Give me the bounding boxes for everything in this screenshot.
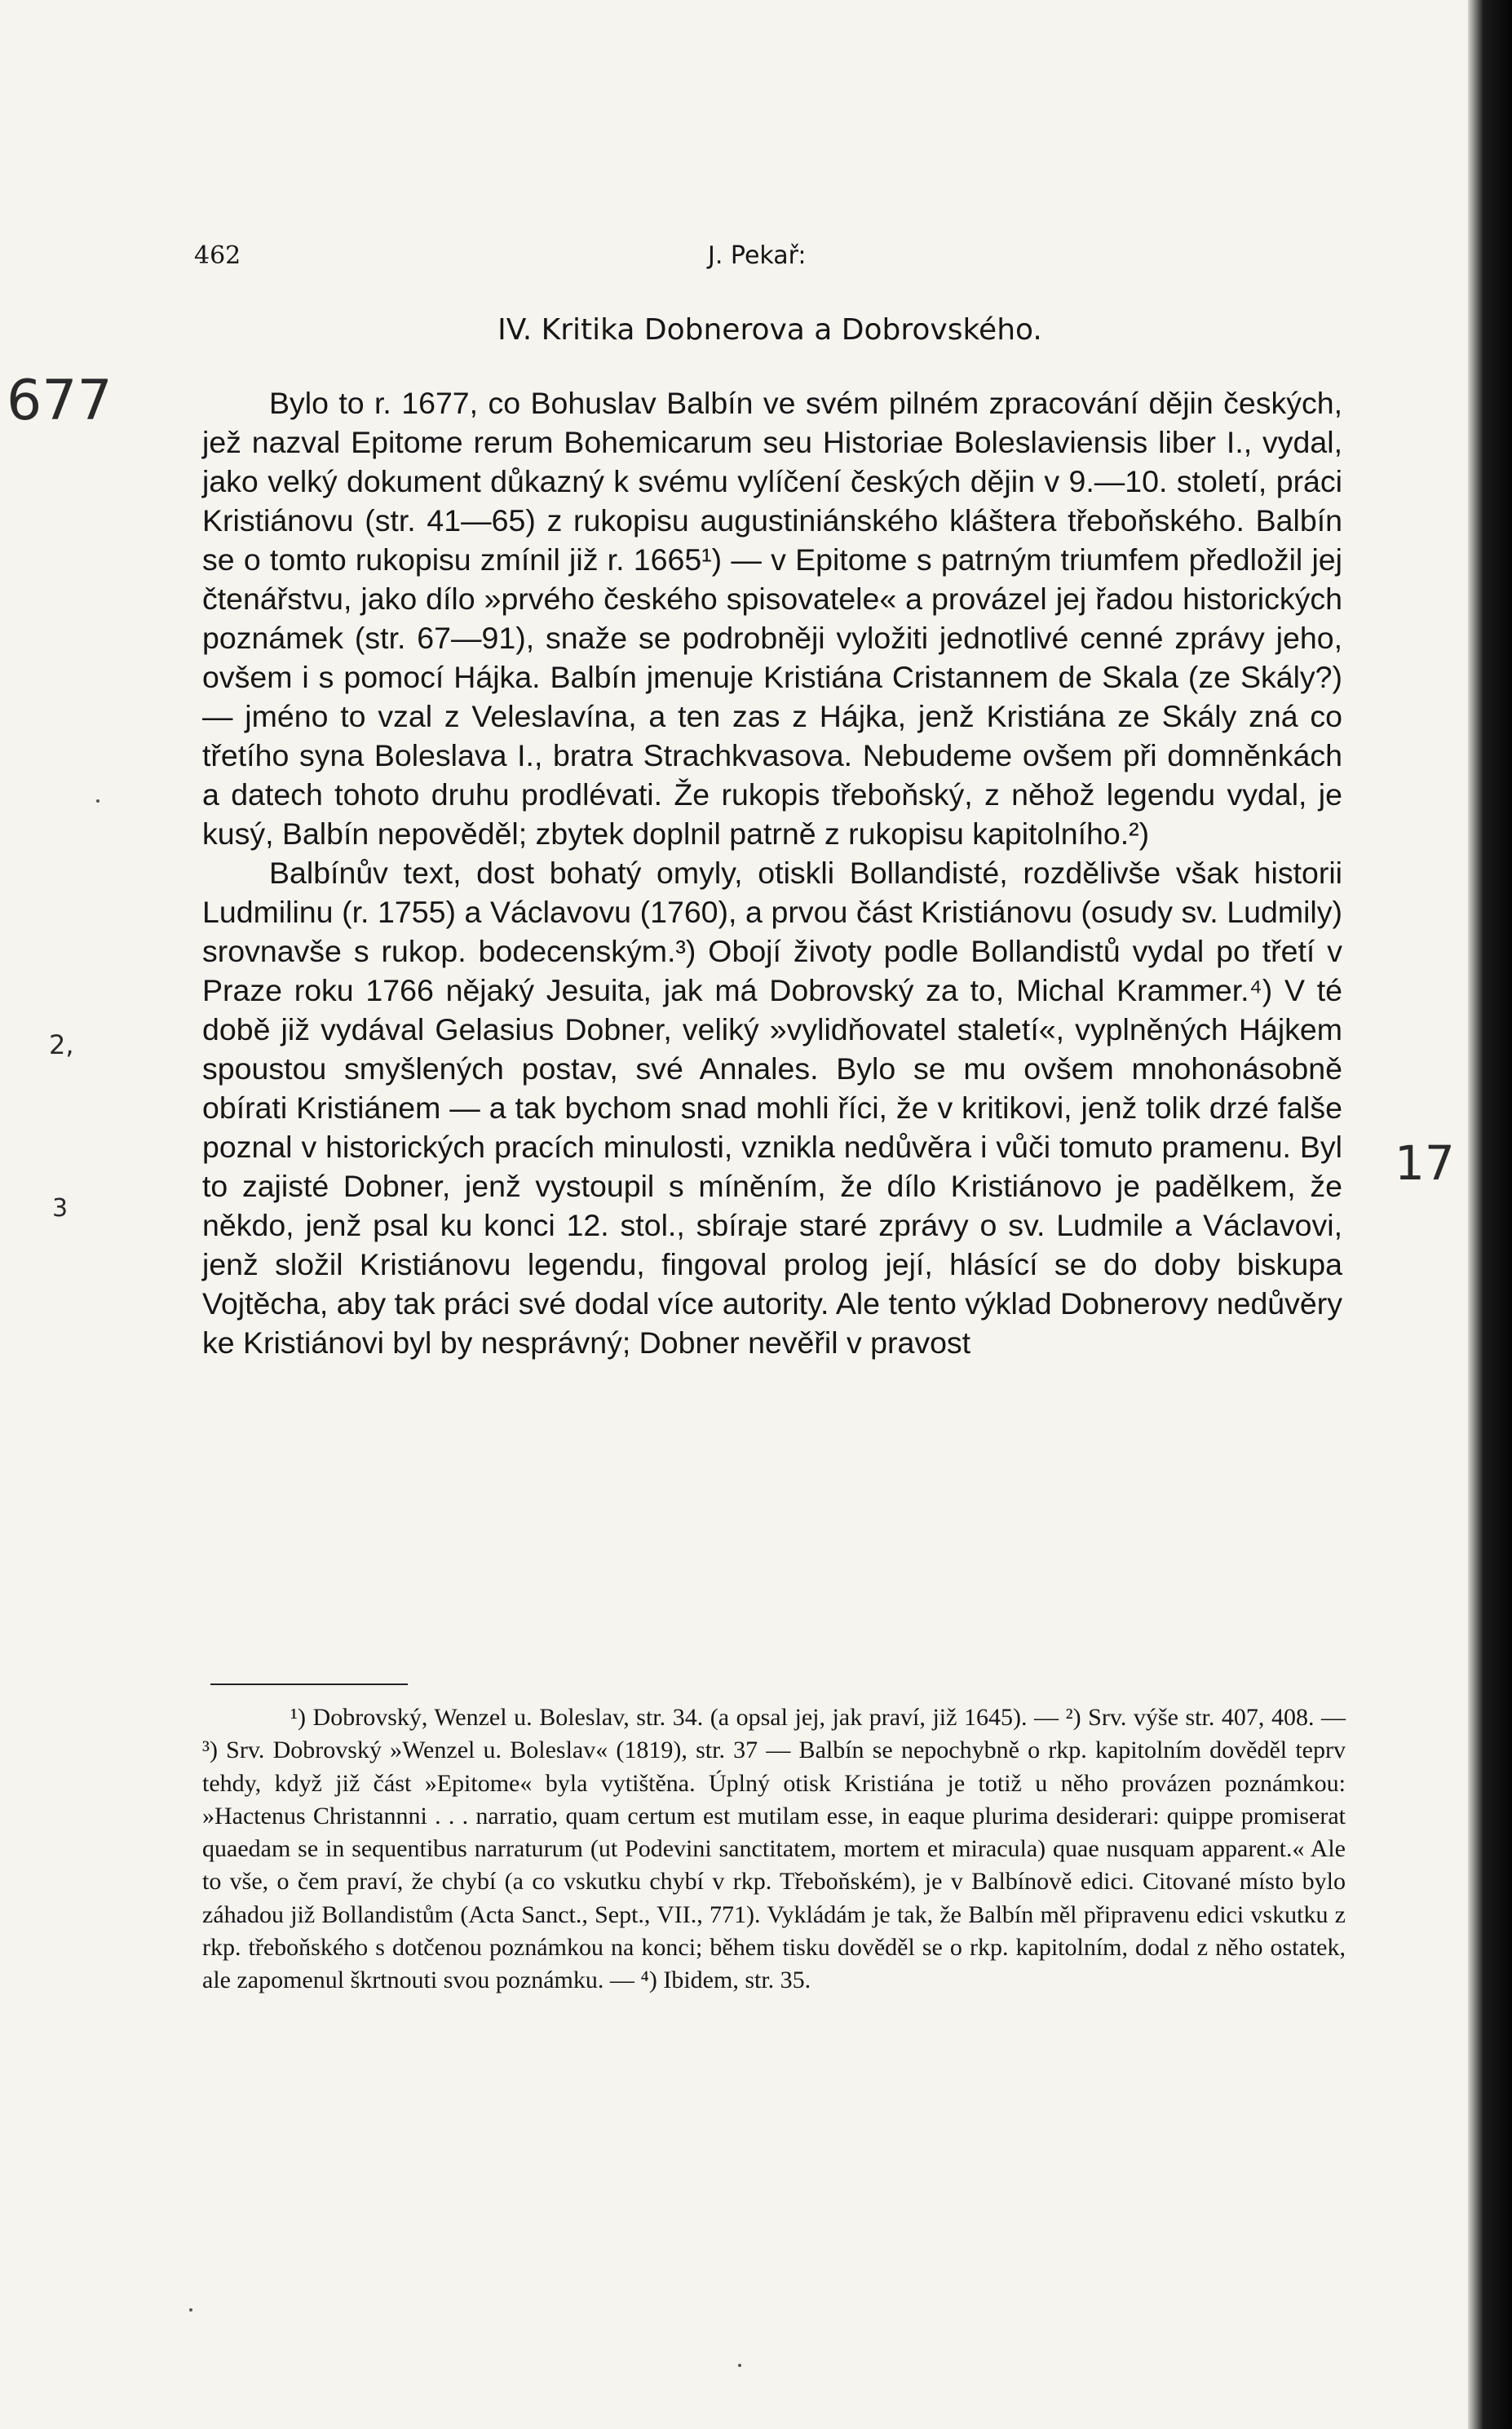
page-number: 462 <box>194 241 241 270</box>
footnote-rule <box>210 1683 408 1685</box>
body-text <box>202 383 1342 1362</box>
margin-note-top-left: 677 <box>7 369 113 433</box>
paper-speck <box>189 2308 192 2312</box>
margin-note-right-mid: 17 <box>1395 1135 1455 1191</box>
running-head: J. Pekař: <box>708 241 807 270</box>
footnotes: ¹) Dobrovský, Wenzel u. Boleslav, str. 34. (a opsal jej, jak praví, již 1645). — ²) Srv. výše str. 407, 408. — ³) Srv. Dobrovský »Wenzel u. Boleslav« (1819), str. 37 — Balbín se nepochybně o rkp. kapitolním dověděl teprv tehdy, když již část »Epitome« byla vytištěna. Úplný otisk Kristiána je totiž u něho provázen poznámkou: »Hactenus Christannni . . . narratio, quam certum est mutilam esse, in eaque plurima desiderari: quippe promiserat quaedam se in sequentibus narraturum (ut Podevini sanctitatem, mortem et miracula) quae nusquam apparent.« Ale to vše, o čem praví, že chybí (a co vskutku chybí v rkp. Třeboňském), je v Balbínově edici. Citované místo bylo záhadou již Bollandistům (Acta Sanct., Sept., VII., 771). Vykládám je tak, že Balbín měl připravenu edici vskutku z rkp. třeboňského s dotčenou poznámkou na konci; během tisku dověděl se o rkp. kapitolním, dodal z něho ostatek, ale zapomenul škrtnouti svou poznámku. — ⁴) Ibidem, str. 35. <box>202 1704 1346 1994</box>
paper-speck <box>738 2364 741 2367</box>
page-header <box>194 241 1346 282</box>
margin-note-left-mid: 2, <box>49 1029 74 1060</box>
margin-note-left-low: 3 <box>52 1194 69 1223</box>
scan-edge <box>1468 0 1512 2429</box>
paper-speck <box>96 799 99 803</box>
paragraph-1: Bylo to r. 1677, co Bohuslav Balbín ve svém pilném zpracování dějin českých, jež nazval Epitome rerum Bohemicarum seu Historiae Boleslaviensis liber I., vydal, jako velký dokument důkazný k svému vylíčení českých dějin v 9.—10. století, práci Kristiánovu (str. 41—65) z rukopisu augustiniánského kláštera třeboňského. Balbín se o tomto rukopisu zmínil již r. 1665¹) — v Epitome s patrným triumfem předložil jej čtenářstvu, jako dílo »prvého českého spisovatele« a provázel jej řadou historických poznámek (str. 67—91), snaže se podrobněji vyložiti jednotlivé cenné zprávy jeho, ovšem i s pomocí Hájka. Balbín jmenuje Kristiána Cristannem de Skala (ze Skály?) — jméno to vzal z Veleslavína, a ten zas z Hájka, jenž Kristiána ze Skály zná co třetího syna Boleslava I., bratra Strachkvasova. Nebudeme ovšem při domněnkách a datech tohoto druhu prodlévati. Že rukopis třeboňský, z něhož legendu vydal, je kusý, Balbín nepověděl; zbytek doplnil patrně z rukopisu kapitolního.²) <box>202 386 1342 851</box>
section-title: IV. Kritika Dobnerova a Dobrovského. <box>497 313 1042 347</box>
paragraph-2: Balbínův text, dost bohatý omyly, otiskli Bollandisté, rozdělivše však historii Ludmilinu (r. 1755) a Václavovu (1760), a prvou část Kristiánovu (osudy sv. Ludmily) srovnavše s rukop. bodecenským.³) Obojí životy podle Bollandistů vydal po třetí v Praze roku 1766 nějaký Jesuita, jak má Dobrovský za to, Michal Krammer.⁴) V té době již vydával Gelasius Dobner, veliký »vylidňovatel staletí«, vyplněných Hájkem spoustou smyšlených postav, své Annales. Bylo se mu ovšem mnohonásobně obírati Kristiánem — a tak bychom snad mohli říci, že v kritikovi, jenž tolik drzé falše poznal v historických pracích minulosti, vznikla nedůvěra i vůči tomuto pramenu. Byl to zajisté Dobner, jenž vystoupil s míněním, že dílo Kristiánovo je padělkem, že někdo, jenž psal ku konci 12. stol., sbíraje staré zprávy o sv. Ludmile a Václavovi, jenž složil Kristiánovu legendu, fingoval prolog její, hlásící se do doby biskupa Vojtěcha, aby tak práci své dodal více autority. Ale tento výklad Dobnerovy nedůvěry ke Kristiánovi byl by nesprávný; Dobner nevěřil v pravost <box>202 856 1343 1360</box>
